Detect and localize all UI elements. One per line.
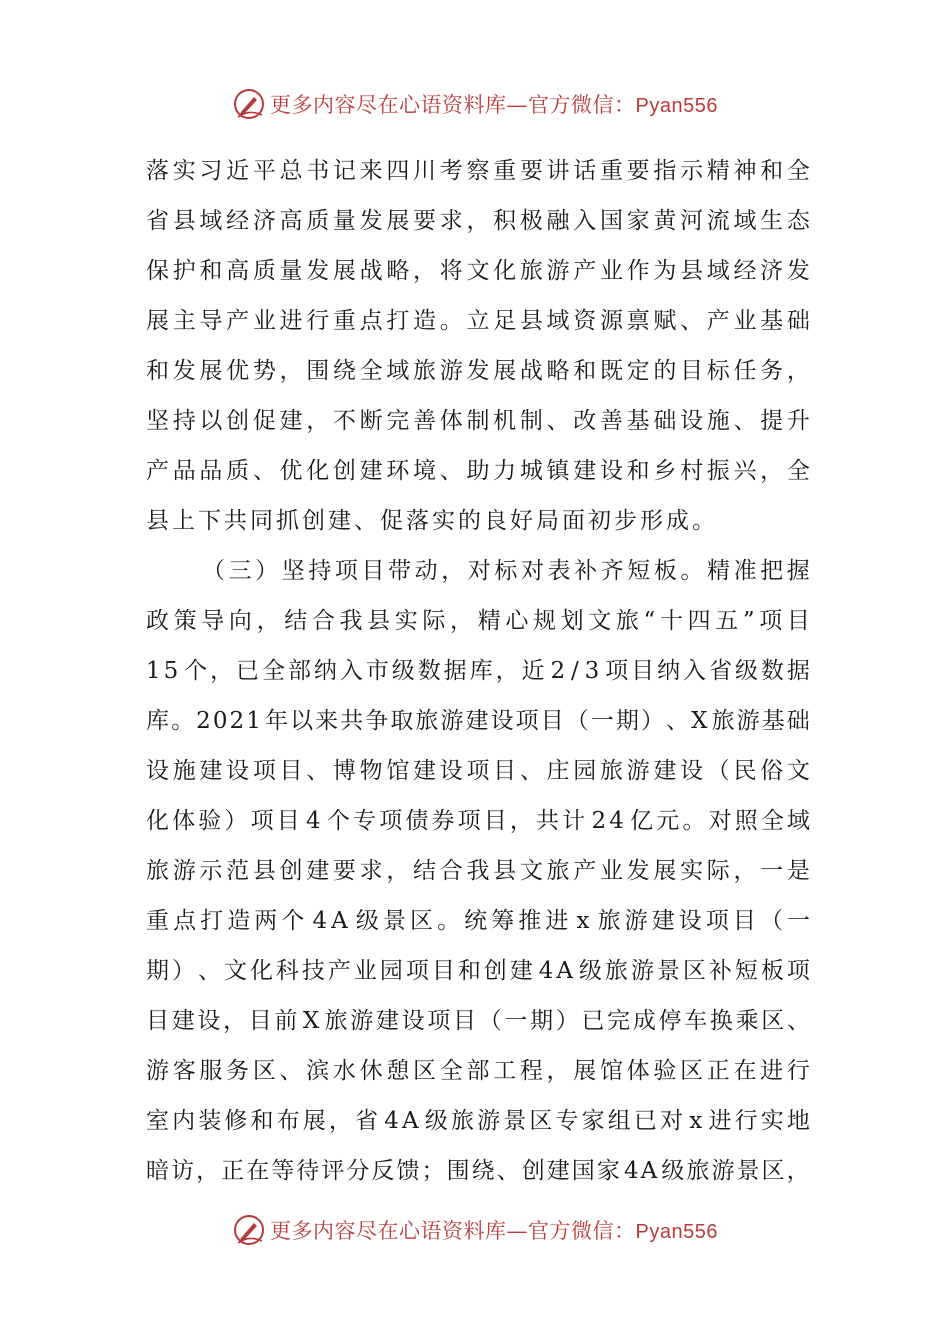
text-line: 和 发 展 优 势 ， 围 绕 全 域 旅 游 发 展 战 略 和 既 定 的 目 标 任 务 ， — [146, 358, 810, 384]
pen-logo-icon — [232, 87, 266, 121]
text-line: 展 主 导 产 业 进 行 重 点 打 造 。 立 足 县 域 资 源 禀 赋 、 产 业 基 础 — [146, 308, 810, 334]
text-line: 重 点 打 造 两 个 4 A 级 景 区 。 统 筹 推 进 x 旅 游 建 设 项 目 （ 一 — [146, 908, 810, 934]
text-line: 设 施 建 设 项 目 、 博 物 馆 建 设 项 目 、 庄 园 旅 游 建 设 （ 民 俗 文 — [146, 758, 810, 784]
text-line: 产 品 品 质 、 优 化 创 建 环 境 、 助 力 城 镇 建 设 和 乡 村 振 兴 ， 全 — [146, 458, 810, 484]
section-heading-line: （ 三 ） 坚 持 项 目 带 动 ， 对 标 对 表 补 齐 短 板 。 精 准 把 握 — [202, 558, 810, 584]
text-line: 省 县 域 经 济 高 质 量 发 展 要 求 ， 积 极 融 入 国 家 黄 河 流 域 生 态 — [146, 208, 810, 234]
footer-watermark-banner — [0, 1210, 950, 1250]
footer-official-label: 官方微信： — [528, 1219, 636, 1243]
header-official-label: 官方微信： — [528, 93, 636, 117]
text-line: 期 ） 、 文 化 科 技 产 业 园 项 目 和 创 建 4 A 级 旅 游 景 区 补 短 板 项 — [146, 958, 810, 984]
text-line: 落 实 习 近 平 总 书 记 来 四 川 考 察 重 要 讲 话 重 要 指 示 精 神 和 全 — [146, 158, 810, 184]
document-body — [146, 146, 810, 1196]
footer-brand-text: 更多内容尽在心语资料库 — [270, 1219, 507, 1243]
text-line: 政 策 导 向 ， 结 合 我 县 实 际 ， 精 心 规 划 文 旅 “ 十 四 五 ” 项 目 — [146, 608, 810, 634]
footer-dash: — — [506, 1219, 529, 1243]
header-handle: Pyan556 — [635, 95, 718, 117]
header-brand-text: 更多内容尽在心语资料库 — [270, 93, 507, 117]
text-line: 1 5 个 ， 已 全 部 纳 入 市 级 数 据 库 ， 近 2 / 3 项 目 纳 入 省 级 数 据 — [146, 658, 810, 684]
text-line: 坚 持 以 创 促 建 ， 不 断 完 善 体 制 机 制 、 改 善 基 础 设 施 、 提 升 — [146, 408, 810, 434]
header-dash: — — [506, 93, 529, 117]
header-watermark-banner — [0, 84, 950, 124]
footer-handle: Pyan556 — [635, 1221, 718, 1243]
text-line: 库 。 2 0 2 1 年 以 来 共 争 取 旅 游 建 设 项 目 （ 一 期 ） 、 X 旅 游 基 础 — [146, 708, 810, 734]
text-line: 县上下共同抓创建、促落实的良好局面初步形成。 — [146, 508, 718, 534]
text-line: 目 建 设 ， 目 前 X 旅 游 建 设 项 目 （ 一 期 ） 已 完 成 停 车 换 乘 区 、 — [146, 1008, 810, 1034]
footer-watermark-text — [270, 1215, 718, 1245]
text-line: 游 客 服 务 区 、 滨 水 休 憩 区 全 部 工 程 ， 展 馆 体 验 区 正 在 进 行 — [146, 1058, 810, 1084]
pen-logo-icon — [232, 1213, 266, 1247]
text-line: 室 内 装 修 和 布 展 ， 省 4 A 级 旅 游 景 区 专 家 组 已 对 x 进 行 实 地 — [146, 1108, 810, 1134]
header-watermark-text — [270, 89, 718, 119]
text-line: 暗 访 ， 正 在 等 待 评 分 反 馈 ； 围 绕 、 创 建 国 家 4 A 级 旅 游 景 区 ， — [146, 1158, 810, 1184]
text-line: 保 护 和 高 质 量 发 展 战 略 ， 将 文 化 旅 游 产 业 作 为 县 域 经 济 发 — [146, 258, 810, 284]
text-line: 化 体 验 ） 项 目 4 个 专 项 债 券 项 目 ， 共 计 2 4 亿 元 。 对 照 全 域 — [146, 808, 810, 834]
text-line: 旅 游 示 范 县 创 建 要 求 ， 结 合 我 县 文 旅 产 业 发 展 实 际 ， 一 是 — [146, 858, 810, 884]
